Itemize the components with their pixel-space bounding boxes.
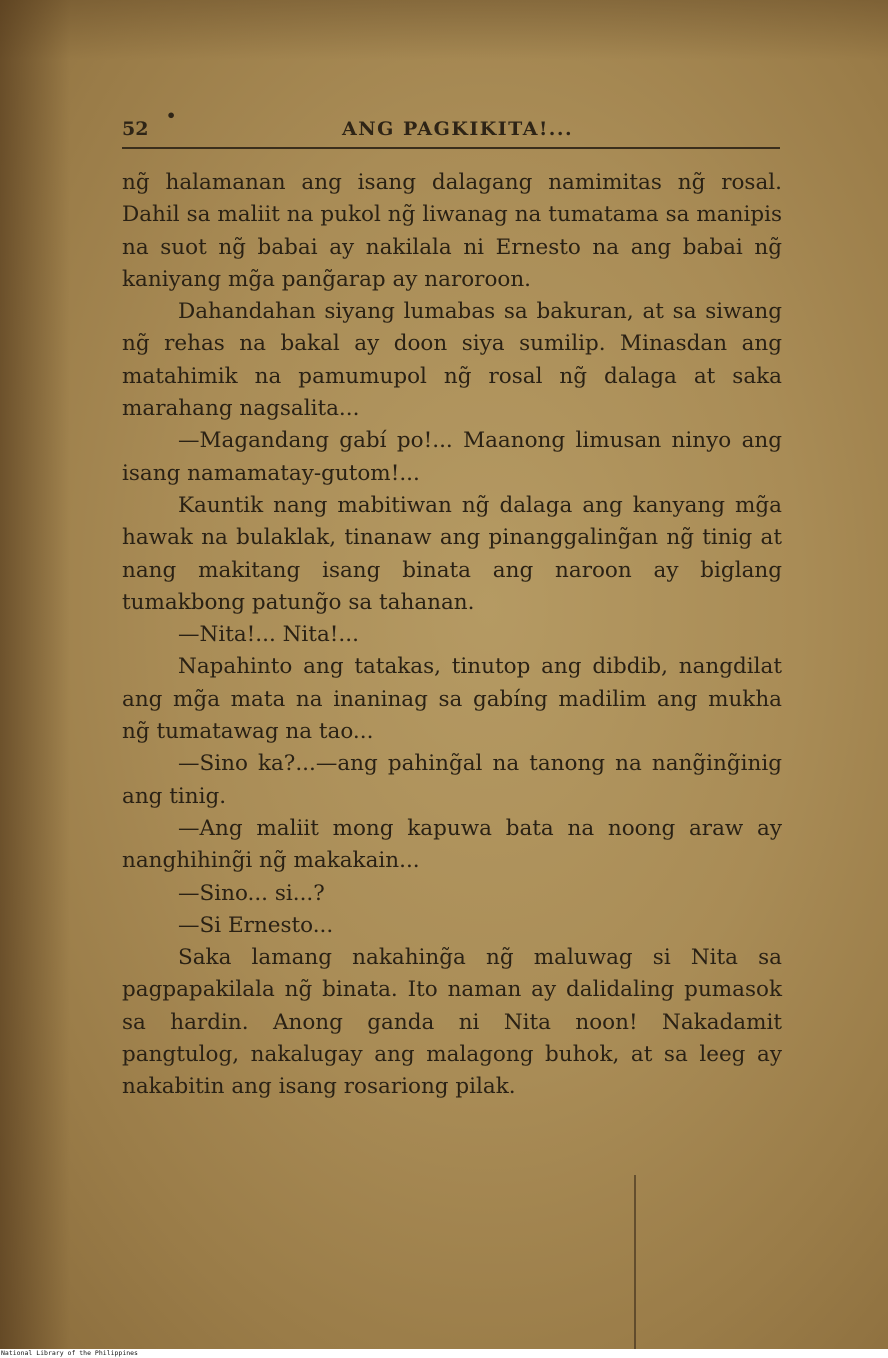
page-number-dot: • xyxy=(166,106,177,125)
page-number: 52 xyxy=(122,118,149,140)
body-text xyxy=(122,167,782,1104)
paragraph: ng̃ halamanan ang isang dalagang namimitas ng̃ rosal. Dahil sa maliit na pukol ng̃ liwanag na tumatama sa manipis na suot ng̃ babai ay nakilala ni Ernesto na ang babai ng̃ kaniyang mg̃a pang̃arap ay naroroon. xyxy=(122,170,782,292)
paragraph: —Sino... si...? xyxy=(178,880,325,906)
library-credit: National Library of the Philippines xyxy=(1,1349,138,1357)
paragraph: Napahinto ang tatakas, tinutop ang dibdib, nangdilat ang mg̃a mata na inaninag sa gabíng madilim ang mukha ng̃ tumatawag na tao... xyxy=(122,654,782,745)
paper-crease xyxy=(634,1175,636,1349)
header-rule xyxy=(122,147,780,149)
paragraph: Saka lamang nakahing̃a ng̃ maluwag si Nita sa pagpapakilala ng̃ binata. Ito naman ay dalidaling pumasok sa hardin. Anong ganda ni Nita noon! Nakadamit pangtulog, nakalugay ang malagong buhok, at sa leeg ay nakabitin ang isang rosariong pilak. xyxy=(122,945,782,1100)
paragraph: —Magandang gabí po!... Maanong limusan ninyo ang isang namamatay-gutom!... xyxy=(122,428,782,486)
running-title: ANG PAGKIKITA!... xyxy=(342,118,574,140)
paragraph: —Nita!... Nita!... xyxy=(178,622,359,648)
paragraph: —Si Ernesto... xyxy=(178,912,334,938)
paragraph: Kauntik nang mabitiwan ng̃ dalaga ang kanyang mg̃a hawak na bulaklak, tinanaw ang pinanggaling̃an ng̃ tinig at nang makitang isang binata ang naroon ay biglang tumakbong patung̃o sa tahanan. xyxy=(122,492,782,615)
paragraph: —Sino ka?...—ang pahing̃al na tanong na nang̃ing̃inig ang tinig. xyxy=(122,751,782,809)
paragraph: Dahandahan siyang lumabas sa bakuran, at sa siwang ng̃ rehas na bakal ay doon siya sumilip. Minasdan ang matahimik na pamumupol ng̃ rosal ng̃ dalaga at saka marahang nagsalita... xyxy=(122,299,782,422)
page-header xyxy=(122,106,780,144)
paragraph: —Ang maliit mong kapuwa bata na noong araw ay nanghihing̃i ng̃ makakain... xyxy=(122,815,782,874)
